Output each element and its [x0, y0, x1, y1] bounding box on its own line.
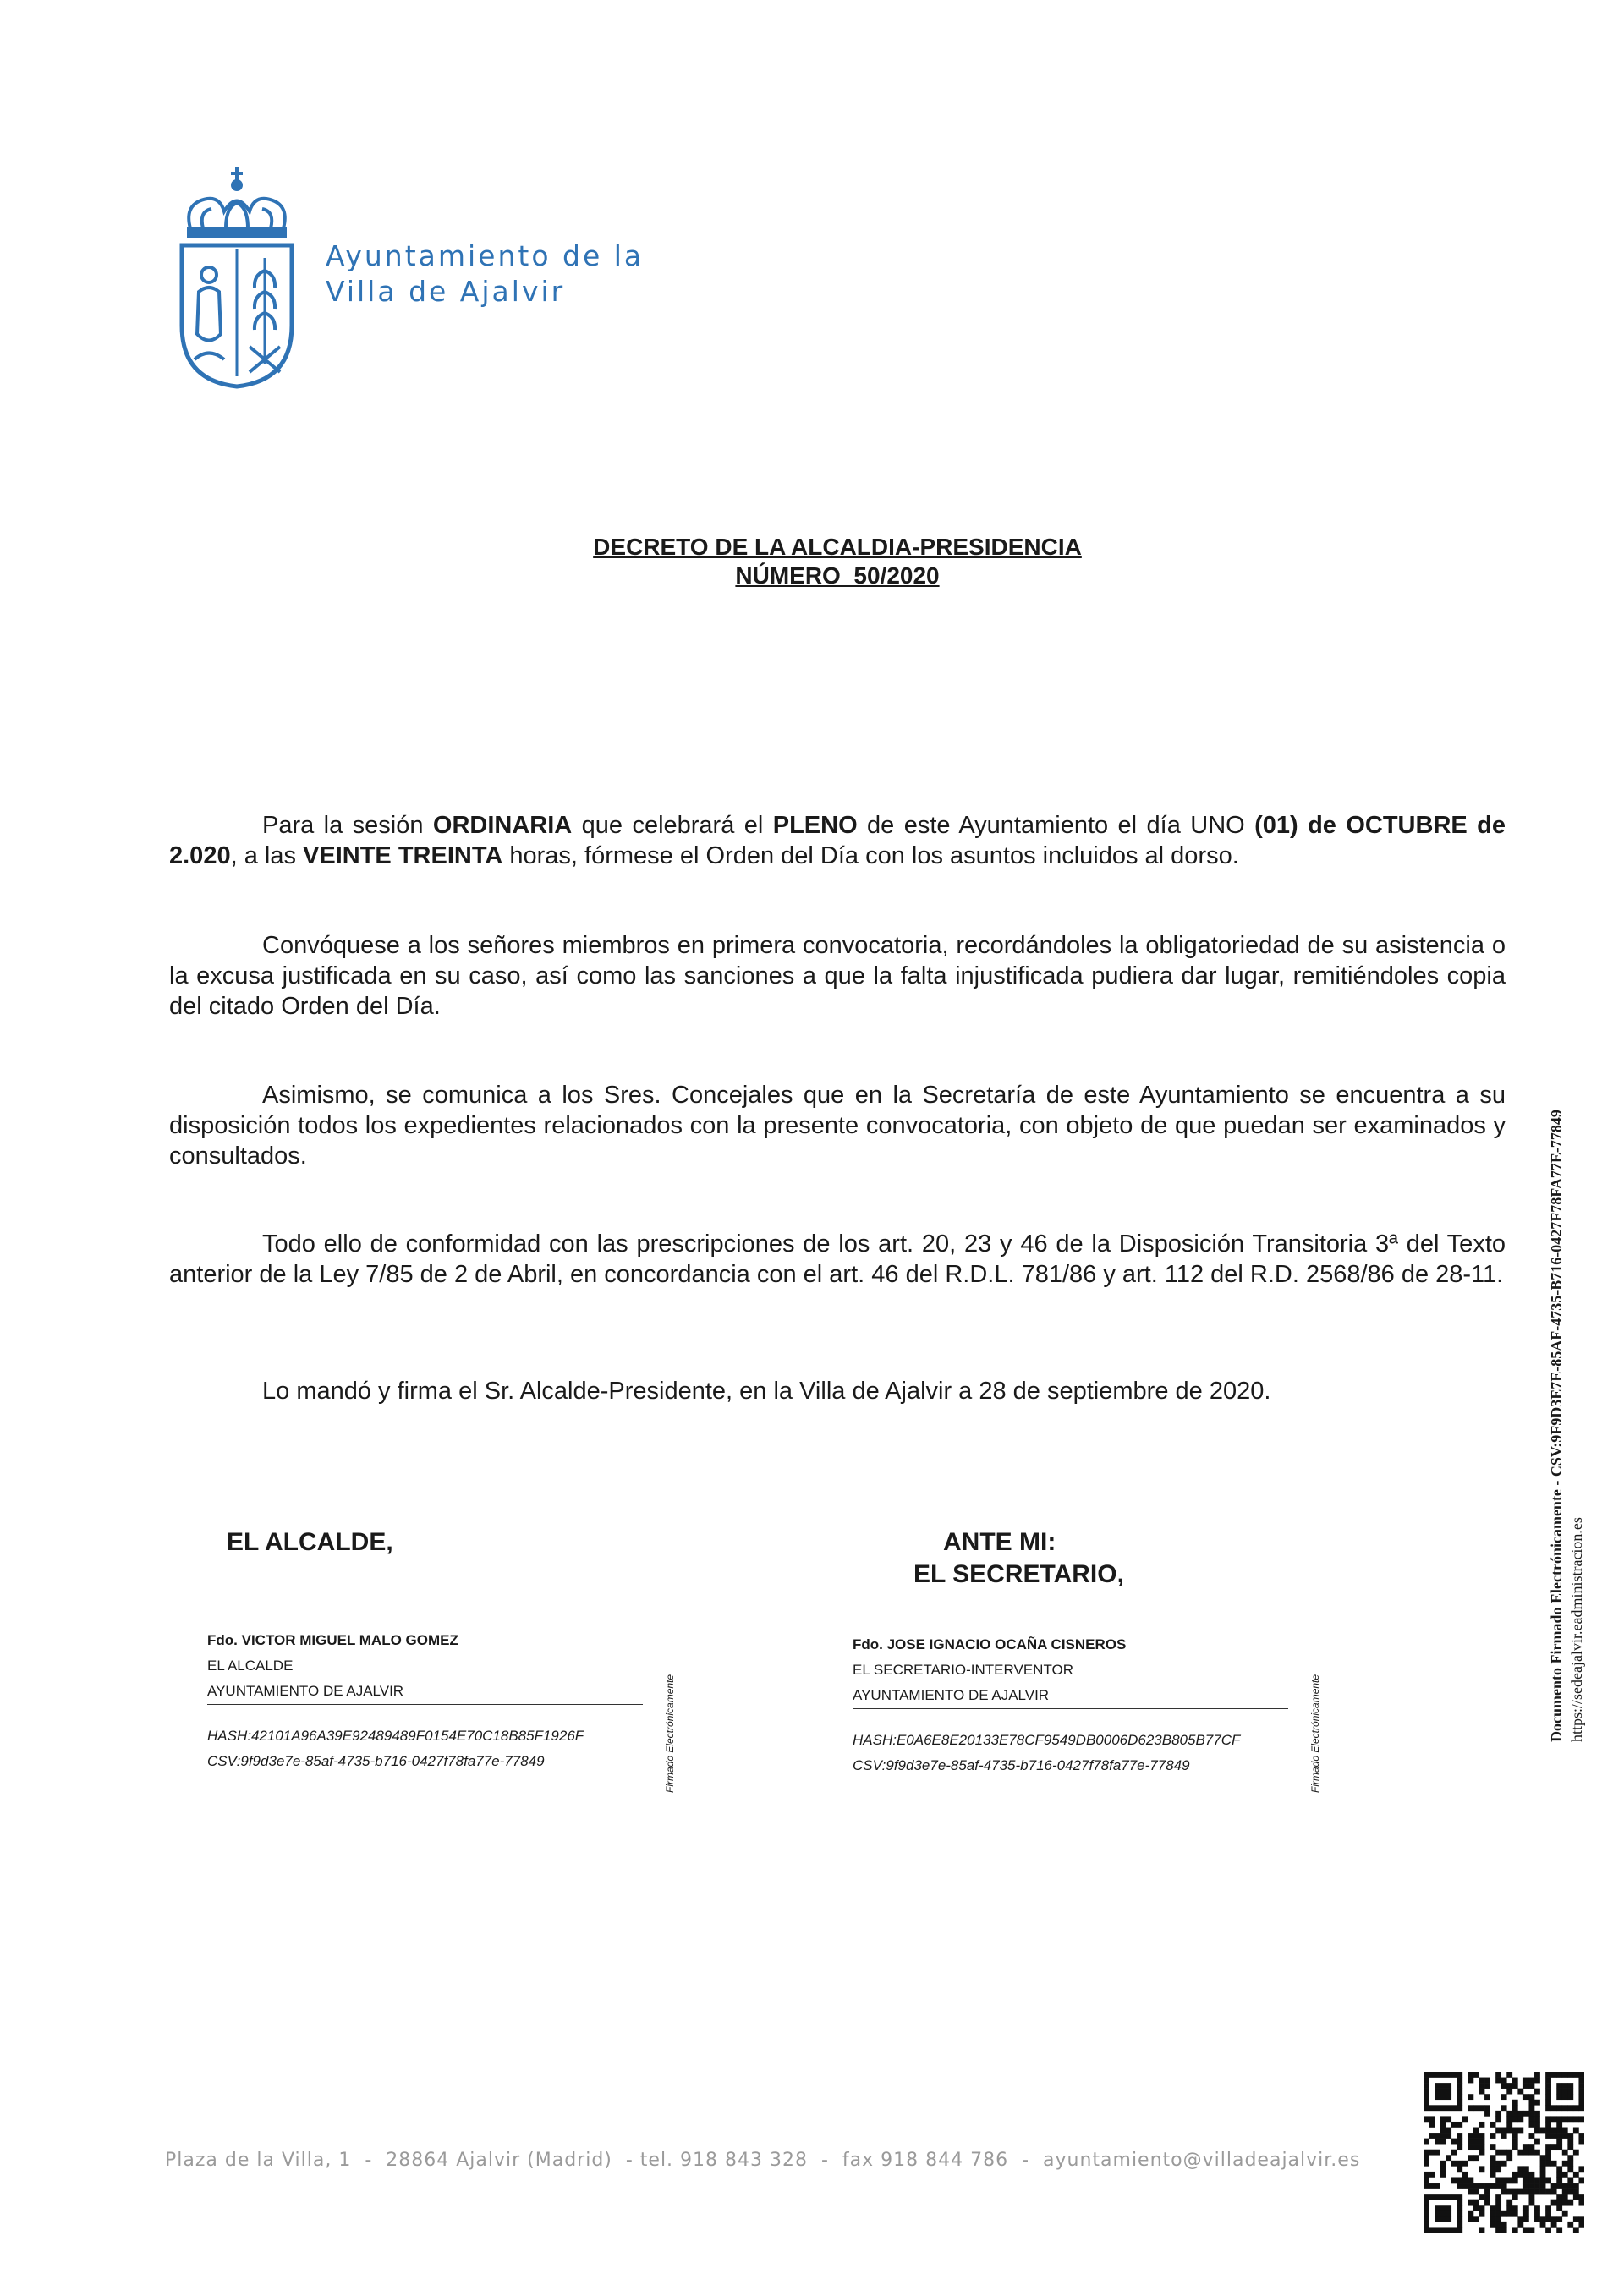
- mayor-entity: AYUNTAMIENTO DE AJALVIR: [207, 1679, 643, 1705]
- stamp-url-line[interactable]: https://sedeajalvir.eadministracion.es: [1568, 1517, 1585, 1742]
- secretary-entity: AYUNTAMIENTO DE AJALVIR: [853, 1683, 1288, 1709]
- qr-code-icon: [1424, 2072, 1584, 2233]
- p1-date: (01) de OCTUBRE de 2.020: [169, 812, 1506, 869]
- secretary-hash: HASH:E0A6E8E20133E78CF9549DB0006D623B805B77CF: [853, 1732, 1241, 1748]
- mayor-role: EL ALCALDE: [207, 1658, 294, 1674]
- paragraph-communication: Asimismo, se comunica a los Sres. Concejales que en la Secretaría de este Ayuntamiento se encuentra a su disposición todos los expedientes relacionados con la presente convocatoria, con objeto de que puedan ser examinados y consultados.: [169, 1082, 1506, 1170]
- org-name-line2: Villa de Ajalvir: [326, 275, 566, 308]
- p1-text-e: de este Ayuntamiento el día UNO: [857, 812, 1255, 839]
- secretary-heading2: EL SECRETARIO,: [914, 1560, 1124, 1588]
- paragraph-session: [169, 810, 1506, 871]
- footer-contact: Plaza de la Villa, 1 - 28864 Ajalvir (Madrid) - tel. 918 843 328 - fax 918 844 786 - ayuntamiento@villadeajalvir.es: [165, 2150, 1361, 2171]
- paragraph-convocation: Convóquese a los señores miembros en primera convocatoria, recordándoles la obligatoriedad de su asistencia o la excusa justificada en su caso, así como las sanciones a que la falta injustificada pudiera dar lugar, remitiéndoles copia del citado Orden del Día.: [169, 932, 1506, 1020]
- p1-time: VEINTE TREINTA: [303, 842, 503, 869]
- mayor-electronic-stamp: Firmado Electrónicamente: [664, 1674, 676, 1793]
- secretary-signature-block: [853, 1632, 1288, 1778]
- title-line2: NÚMERO 50/2020: [735, 562, 940, 589]
- organization-name: [326, 238, 749, 310]
- secretary-csv: CSV:9f9d3e7e-85af-4735-b716-0427f78fa77e-77849: [853, 1757, 1190, 1773]
- mayor-heading: EL ALCALDE,: [227, 1528, 393, 1556]
- p1-text-g: , a las: [230, 842, 304, 869]
- secretary-electronic-stamp: Firmado Electrónicamente: [1309, 1674, 1321, 1793]
- mayor-name: Fdo. VICTOR MIGUEL MALO GOMEZ: [207, 1632, 458, 1648]
- p1-text-c: que celebrará el: [572, 812, 773, 839]
- p1-session-type: ORDINARIA: [432, 812, 573, 839]
- stamp-csv-line: Documento Firmado Electrónicamente - CSV:9F9D3E7E-85AF-4735-B716-0427F78FA77E-77849: [1548, 1110, 1565, 1742]
- coat-of-arms-icon: [173, 165, 300, 393]
- mayor-signature-block: [207, 1628, 643, 1774]
- paragraph-signature-statement: Lo mandó y firma el Sr. Alcalde-Presidente, en la Villa de Ajalvir a 28 de septiembre de 2020.: [262, 1378, 1271, 1405]
- title-line1: DECRETO DE LA ALCALDIA-PRESIDENCIA: [593, 534, 1082, 560]
- secretary-heading1: ANTE MI:: [943, 1528, 1056, 1556]
- secretary-role: EL SECRETARIO-INTERVENTOR: [853, 1662, 1074, 1678]
- electronic-signature-stamp: [1546, 998, 1587, 1742]
- secretary-name: Fdo. JOSE IGNACIO OCAÑA CISNEROS: [853, 1636, 1127, 1652]
- p1-text-a: Para la sesión: [262, 812, 433, 839]
- mayor-hash: HASH:42101A96A39E92489489F0154E70C18B85F1926F: [207, 1728, 584, 1744]
- p1-body: PLENO: [772, 812, 858, 839]
- p1-text-i: horas, fórmese el Orden del Día con los asuntos incluidos al dorso.: [502, 842, 1239, 869]
- decree-title: [338, 533, 1336, 590]
- org-name-line1: Ayuntamiento de la: [326, 239, 645, 272]
- mayor-csv: CSV:9f9d3e7e-85af-4735-b716-0427f78fa77e-77849: [207, 1753, 545, 1769]
- paragraph-legal-basis: Todo ello de conformidad con las prescripciones de los art. 20, 23 y 46 de la Disposición Transitoria 3ª del Texto anterior de la Ley 7/85 de 2 de Abril, en concordancia con el art. 46 del R.D.L. 781/86 y art. 112 del R.D. 2568/86 de 28-11.: [169, 1230, 1506, 1288]
